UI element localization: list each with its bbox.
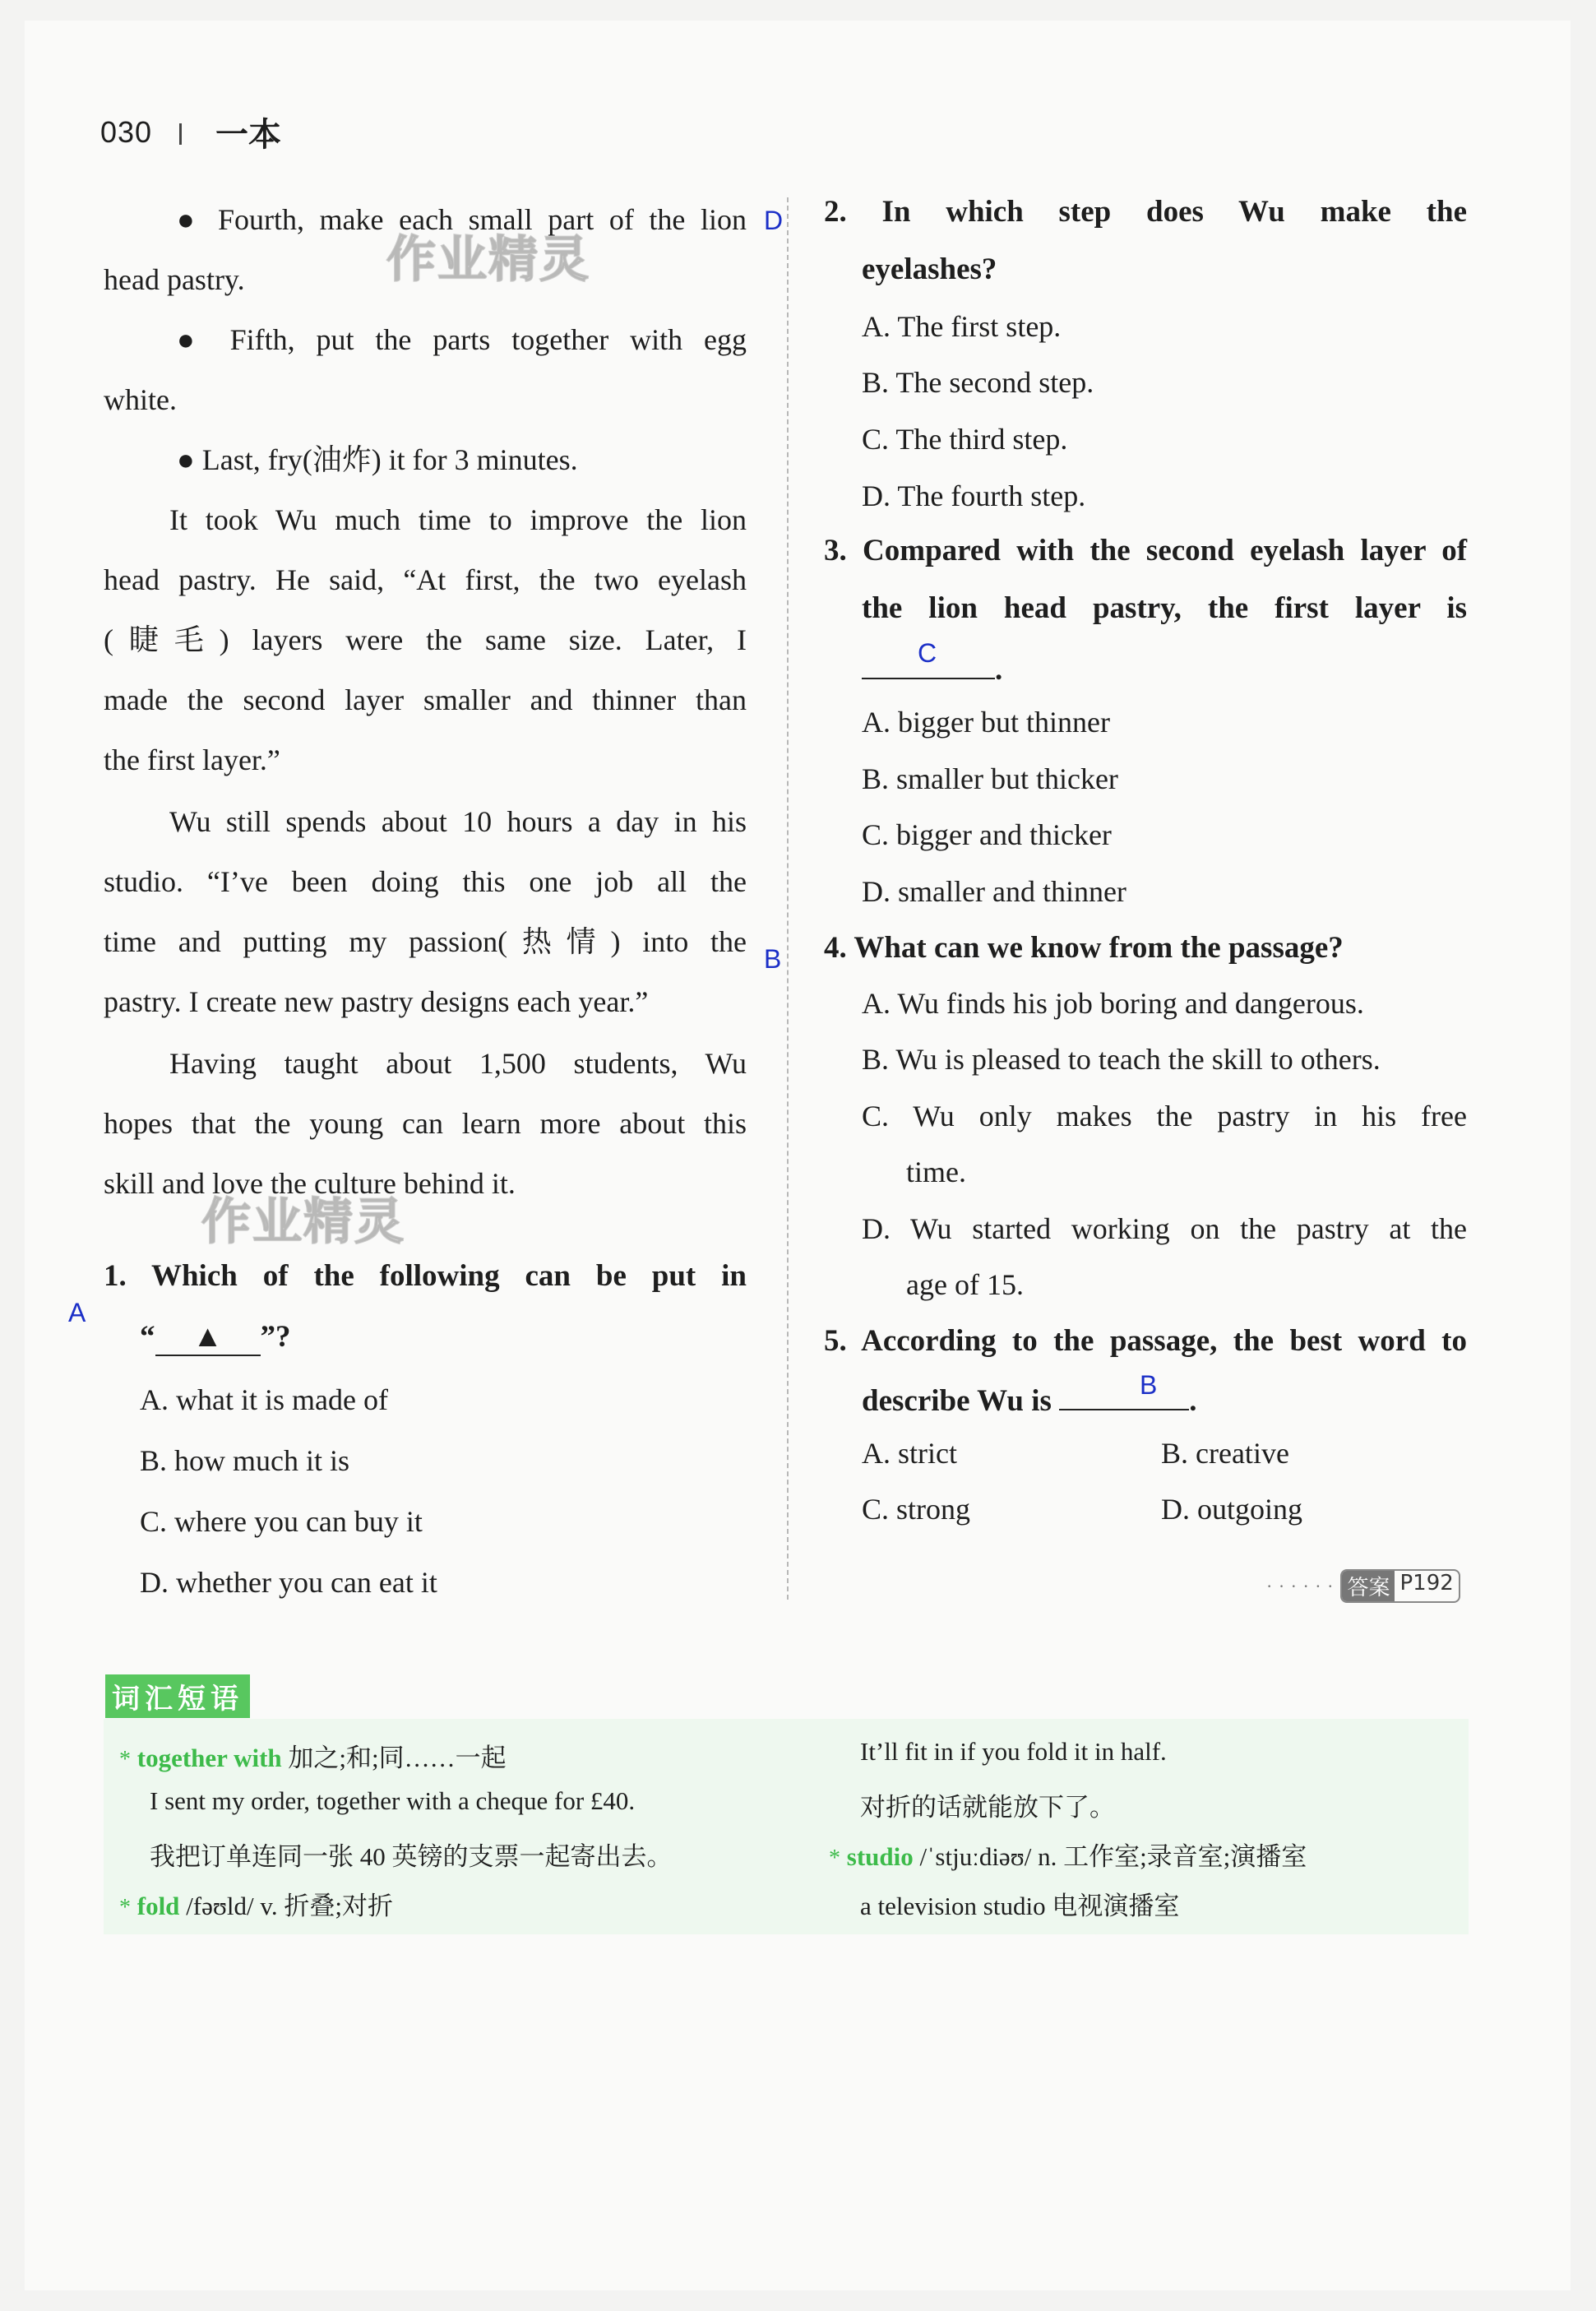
q2-option-a: A. The first step. bbox=[862, 310, 1062, 343]
q1-option-c: C. where you can buy it bbox=[140, 1505, 423, 1538]
passage-line: studio. “I’ve been doing this one job all the bbox=[104, 865, 747, 898]
q5-option-b: B. creative bbox=[1161, 1437, 1289, 1470]
vocab-entry-together-with: * together with 加之;和;同……一起 bbox=[119, 1744, 507, 1772]
q3-option-c: C. bigger and thicker bbox=[862, 818, 1112, 851]
handwritten-answer-2: D bbox=[764, 206, 784, 235]
passage-line: the first layer.” bbox=[104, 743, 280, 776]
handwritten-answer-5: B bbox=[1140, 1370, 1158, 1400]
passage-line: Wu still spends about 10 hours a day in his bbox=[169, 805, 747, 838]
passage-line: skill and love the culture behind it. bbox=[104, 1167, 516, 1200]
passage-line: hopes that the young can learn more about this bbox=[104, 1107, 747, 1140]
question-2-line2: eyelashes? bbox=[862, 252, 997, 286]
passage-line: Having taught about 1,500 students, Wu bbox=[169, 1047, 747, 1080]
column-divider bbox=[787, 197, 789, 1600]
answer-ref-page: P192 bbox=[1399, 1571, 1454, 1595]
question-2: 2. In which step does Wu make the bbox=[824, 195, 1468, 229]
handwritten-answer-3: C bbox=[918, 638, 937, 668]
vocab-example: It’ll fit in if you fold it in half. bbox=[860, 1737, 1167, 1766]
q4-option-d-cont: age of 15. bbox=[906, 1268, 1024, 1301]
handwritten-answer-4: B bbox=[764, 944, 782, 974]
answer-ref-tag bbox=[1340, 1569, 1460, 1603]
question-3-line2: the lion head pastry, the first layer is bbox=[862, 591, 1467, 625]
passage-line: (睫毛) layers were the same size. Later, I bbox=[104, 623, 747, 656]
question-3: 3. Compared with the second eyelash layer of bbox=[824, 534, 1468, 567]
q4-option-c-cont: time. bbox=[906, 1156, 966, 1188]
vocab-example-translation: 我把订单连同一张 40 英镑的支票一起寄出去。 bbox=[150, 1842, 673, 1871]
q2-option-d: D. The fourth step. bbox=[862, 479, 1086, 512]
q3-option-b: B. smaller but thicker bbox=[862, 762, 1118, 795]
vocab-section-title: 词汇短语 bbox=[105, 1674, 250, 1718]
watermark: 作业精灵 bbox=[386, 231, 590, 289]
question-5-line2: describe Wu is . bbox=[862, 1379, 1196, 1419]
vocab-example: a television studio 电视演播室 bbox=[860, 1892, 1180, 1920]
passage-line: made the second layer smaller and thinner than bbox=[104, 683, 747, 716]
passage-line: head pastry. He said, “At first, the two eyelash bbox=[104, 563, 747, 596]
passage-line: ● Fifth, put the parts together with egg bbox=[177, 323, 747, 356]
question-4: 4. What can we know from the passage? bbox=[824, 931, 1344, 965]
page-number: 030 bbox=[100, 115, 153, 149]
vocab-entry-fold: * fold /fəʊld/ v. 折叠;对折 bbox=[119, 1892, 393, 1920]
vocab-example: I sent my order, together with a cheque for £40. bbox=[150, 1786, 636, 1815]
question-3-blank: . bbox=[862, 648, 1002, 688]
brand-logo: 一本 bbox=[215, 116, 281, 154]
q1-option-a: A. what it is made of bbox=[140, 1383, 388, 1416]
answer-ref-dots: · · · · · · bbox=[1266, 1575, 1335, 1596]
star-icon: * bbox=[119, 1895, 131, 1920]
q5-option-c: C. strong bbox=[862, 1493, 971, 1526]
q1-option-b: B. how much it is bbox=[140, 1444, 350, 1477]
answer-ref-label: 答案 bbox=[1342, 1571, 1395, 1601]
q3-option-a: A. bigger but thinner bbox=[862, 706, 1110, 739]
q4-option-c: C. Wu only makes the pastry in his free bbox=[862, 1100, 1467, 1132]
q5-option-a: A. strict bbox=[862, 1437, 957, 1470]
star-icon: * bbox=[119, 1747, 131, 1772]
star-icon: * bbox=[829, 1846, 840, 1871]
passage-line: It took Wu much time to improve the lion bbox=[169, 503, 747, 536]
q5-option-d: D. outgoing bbox=[1161, 1493, 1303, 1526]
question-1-blank: “ ▲ ”? bbox=[140, 1319, 291, 1356]
passage-line: time and putting my passion(热情) into the bbox=[104, 925, 747, 958]
passage-line: head pastry. bbox=[104, 263, 245, 296]
passage-line: ● Last, fry(油炸) it for 3 minutes. bbox=[177, 443, 578, 476]
answer-reference bbox=[1266, 1569, 1460, 1603]
passage-line: ● Fourth, make each small part of the lion bbox=[177, 203, 747, 236]
question-5: 5. According to the passage, the best word to bbox=[824, 1324, 1467, 1358]
vocab-example-translation: 对折的话就能放下了。 bbox=[860, 1793, 1115, 1822]
question-1: 1. Which of the following can be put in bbox=[104, 1259, 747, 1293]
q3-option-d: D. smaller and thinner bbox=[862, 875, 1126, 908]
passage-line: white. bbox=[104, 383, 177, 416]
vocab-entry-studio: * studio /ˈstjuːdiəʊ/ n. 工作室;录音室;演播室 bbox=[829, 1842, 1307, 1871]
q4-option-b: B. Wu is pleased to teach the skill to others. bbox=[862, 1043, 1381, 1076]
q2-option-c: C. The third step. bbox=[862, 423, 1068, 456]
q4-option-a: A. Wu finds his job boring and dangerous. bbox=[862, 987, 1364, 1020]
header-divider bbox=[179, 123, 182, 145]
q4-option-d: D. Wu started working on the pastry at the bbox=[862, 1212, 1467, 1245]
q2-option-b: B. The second step. bbox=[862, 366, 1094, 399]
q1-option-d: D. whether you can eat it bbox=[140, 1566, 437, 1599]
watermark: 作业精灵 bbox=[201, 1193, 405, 1251]
passage-line: pastry. I create new pastry designs each year.” bbox=[104, 985, 649, 1018]
handwritten-answer-1: A bbox=[68, 1298, 86, 1327]
